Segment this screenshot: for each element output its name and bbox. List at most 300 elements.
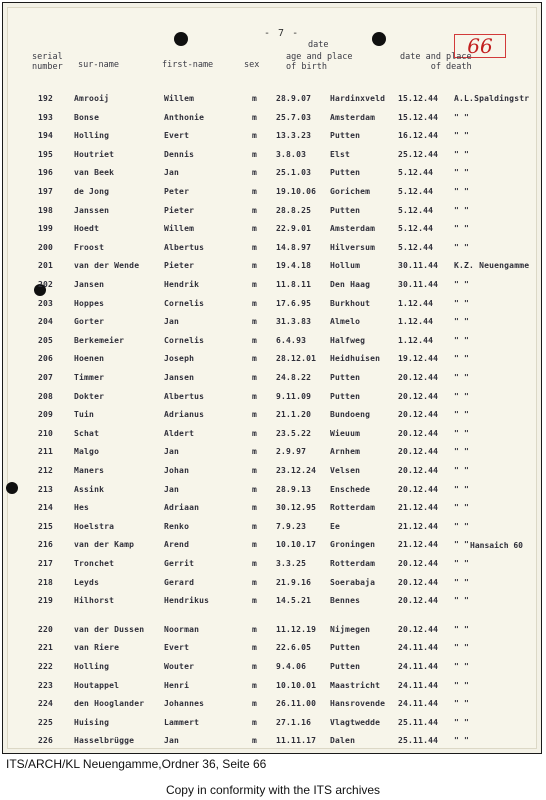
surname-cell: Hoenen bbox=[74, 354, 105, 364]
surname-cell: Froost bbox=[74, 242, 105, 252]
first-name-cell: Evert bbox=[164, 131, 190, 141]
death-date-cell: 15.12.44 bbox=[398, 112, 439, 122]
death-date-cell: 30.11.44 bbox=[398, 280, 439, 289]
birth-place-cell: Enschede bbox=[330, 484, 371, 494]
birth-date-cell: 28.9.13 bbox=[276, 484, 312, 494]
table-row bbox=[8, 679, 538, 693]
birth-date-cell: 10.10.17 bbox=[276, 540, 317, 550]
table-row bbox=[8, 753, 538, 754]
death-place-cell: " " bbox=[454, 503, 470, 513]
surname-cell: Holling bbox=[74, 662, 110, 671]
birth-date-cell: 9.11.09 bbox=[276, 391, 312, 401]
death-place-cell: " " bbox=[454, 354, 470, 364]
death-place-cell: " " bbox=[454, 373, 470, 382]
surname-cell: Leyds bbox=[74, 577, 100, 587]
sex-cell: m bbox=[252, 643, 258, 653]
table-row bbox=[8, 129, 538, 143]
serial-cell: 217 bbox=[38, 559, 54, 568]
table-row bbox=[8, 315, 538, 329]
table-row bbox=[8, 185, 538, 199]
birth-date-cell: 10.10.01 bbox=[276, 680, 317, 690]
table-row bbox=[8, 464, 538, 478]
first-name-cell: Jan bbox=[164, 317, 180, 327]
table-row bbox=[8, 371, 538, 385]
document-frame bbox=[2, 2, 542, 754]
birth-place-cell: Putten bbox=[330, 131, 361, 141]
death-place-cell: " " bbox=[454, 187, 470, 196]
sex-cell: m bbox=[252, 224, 258, 234]
birth-place-cell: Amsterdam bbox=[330, 224, 376, 234]
page-number: - 7 - bbox=[264, 28, 300, 39]
sex-cell: m bbox=[252, 280, 258, 289]
serial-cell: 192 bbox=[38, 94, 54, 103]
birth-place-cell: Burkhout bbox=[330, 298, 371, 308]
table-row bbox=[8, 734, 538, 748]
table-row bbox=[8, 334, 538, 348]
first-name-cell: Dennis bbox=[164, 149, 195, 159]
first-name-cell: Jan bbox=[164, 168, 180, 178]
source-caption: ITS/ARCH/KL Neuengamme,Ordner 36, Seite 66 bbox=[6, 757, 267, 771]
birth-place-cell: Arnhem bbox=[330, 447, 361, 457]
birth-place-cell: Wieuum bbox=[330, 428, 361, 438]
red-page-stamp: 66 bbox=[454, 34, 506, 58]
table-row bbox=[8, 576, 538, 590]
birth-date-cell: 21.9.16 bbox=[276, 577, 312, 587]
birth-date-cell: 2.9.97 bbox=[276, 447, 307, 457]
birth-date-cell: 14.5.21 bbox=[276, 596, 312, 606]
death-place-cell: " " bbox=[454, 428, 470, 438]
birth-date-cell: 27.1.16 bbox=[276, 717, 312, 727]
serial-cell: 193 bbox=[38, 112, 54, 122]
birth-date-cell: 19.4.18 bbox=[276, 261, 312, 271]
serial-cell: 196 bbox=[38, 168, 54, 178]
sex-cell: m bbox=[252, 112, 258, 122]
serial-cell: 201 bbox=[38, 261, 54, 271]
death-date-cell: 25.11.44 bbox=[398, 736, 439, 746]
serial-cell: 216 bbox=[38, 540, 54, 550]
sex-cell: m bbox=[252, 596, 258, 606]
surname-cell: Amrooij bbox=[74, 94, 110, 103]
first-name-cell: Wouter bbox=[164, 662, 195, 671]
birth-place-cell: Rotterdam bbox=[330, 559, 376, 568]
surname-cell: Janssen bbox=[74, 205, 110, 215]
table-row bbox=[8, 408, 538, 422]
sex-cell: m bbox=[252, 373, 258, 382]
side-note: Hansaich 60 bbox=[470, 541, 523, 550]
serial-cell: 197 bbox=[38, 187, 54, 196]
first-name-cell: Cornelis bbox=[164, 335, 205, 345]
header-surname: sur-name bbox=[78, 60, 119, 70]
serial-cell: 221 bbox=[38, 643, 54, 653]
conformity-caption: Copy in conformity with the ITS archives bbox=[165, 783, 381, 797]
death-place-cell: " " bbox=[454, 643, 470, 653]
birth-date-cell: 17.6.95 bbox=[276, 298, 312, 308]
birth-place-cell: Putten bbox=[330, 373, 361, 382]
table-row bbox=[8, 352, 538, 366]
sex-cell: m bbox=[252, 205, 258, 215]
birth-place-cell bbox=[330, 753, 365, 754]
birth-place-cell: Hansrovende bbox=[330, 699, 386, 709]
first-name-cell: Cornelis bbox=[164, 298, 205, 308]
birth-date-cell: 14.8.97 bbox=[276, 242, 312, 252]
death-place-cell: " " bbox=[454, 447, 470, 457]
death-date-cell: 15.12.44 bbox=[398, 94, 439, 103]
table-row bbox=[8, 538, 538, 552]
first-name-cell: Noorman bbox=[164, 624, 200, 634]
death-date-cell: 5.12.44 bbox=[398, 242, 434, 252]
death-place-cell: " " bbox=[454, 280, 470, 289]
serial-cell: 220 bbox=[38, 624, 54, 634]
birth-place-cell: Dalen bbox=[330, 736, 356, 746]
serial-cell: 222 bbox=[38, 662, 54, 671]
birth-date-cell: 7.9.23 bbox=[276, 521, 307, 531]
first-name-cell: Adrianus bbox=[164, 410, 205, 420]
surname-cell: Hoedt bbox=[74, 224, 100, 234]
table-row bbox=[8, 390, 538, 404]
first-name-cell: Jansen bbox=[164, 373, 195, 382]
punch-hole-left bbox=[174, 32, 188, 46]
table-row bbox=[8, 520, 538, 534]
table-row bbox=[8, 501, 538, 515]
table-row bbox=[8, 278, 538, 292]
serial-cell: 212 bbox=[38, 466, 54, 475]
birth-place-cell: Amsterdam bbox=[330, 112, 376, 122]
surname-cell: Holling bbox=[74, 131, 110, 141]
header-death: date and place of death bbox=[400, 52, 472, 72]
birth-date-cell: 31.3.83 bbox=[276, 317, 312, 327]
death-date-cell: 20.12.44 bbox=[398, 466, 439, 475]
birth-date-cell: 25.1.03 bbox=[276, 168, 312, 178]
sex-cell: m bbox=[252, 466, 258, 475]
birth-date-cell: 28.9.07 bbox=[276, 94, 312, 103]
sex-cell: m bbox=[252, 717, 258, 727]
sex-cell: m bbox=[252, 447, 258, 457]
first-name-cell: Albertus bbox=[164, 391, 205, 401]
serial-cell: 195 bbox=[38, 149, 54, 159]
sex-cell: m bbox=[252, 94, 258, 103]
death-date-cell: 20.12.44 bbox=[398, 410, 439, 420]
serial-cell: 208 bbox=[38, 391, 54, 401]
table-row bbox=[8, 445, 538, 459]
sex-cell: m bbox=[252, 261, 258, 271]
serial-cell: 210 bbox=[38, 428, 54, 438]
death-date-cell: 25.12.44 bbox=[398, 149, 439, 159]
surname-cell: Berkemeier bbox=[74, 335, 125, 345]
death-date-cell: 1.12.44 bbox=[398, 335, 434, 345]
first-name-cell: Renko bbox=[164, 521, 190, 531]
birth-place-cell: Velsen bbox=[330, 466, 361, 475]
death-place-cell: " " bbox=[454, 540, 470, 550]
serial-cell: 226 bbox=[38, 736, 54, 746]
birth-place-cell: Bundoeng bbox=[330, 410, 371, 420]
birth-place-cell: Putten bbox=[330, 205, 361, 215]
table-row bbox=[8, 641, 538, 655]
birth-place-cell: Almelo bbox=[330, 317, 361, 327]
death-date-cell: 20.12.44 bbox=[398, 447, 439, 457]
table-row bbox=[8, 92, 538, 106]
sex-cell: m bbox=[252, 428, 258, 438]
serial-cell: 202 bbox=[38, 280, 54, 289]
birth-date-cell: 22.9.01 bbox=[276, 224, 312, 234]
birth-place-cell: Hilversum bbox=[330, 242, 376, 252]
death-date-cell: 24.11.44 bbox=[398, 662, 439, 671]
birth-date-cell: 23.12.24 bbox=[276, 466, 317, 475]
table-row bbox=[8, 660, 538, 674]
birth-place-cell: Heidhuisen bbox=[330, 354, 381, 364]
first-name-cell: Albertus bbox=[164, 242, 205, 252]
header-sex: sex bbox=[244, 60, 260, 70]
birth-date-cell: 23.5.22 bbox=[276, 428, 312, 438]
death-date-cell: 19.12.44 bbox=[398, 354, 439, 364]
serial-cell: 214 bbox=[38, 503, 54, 513]
death-place-cell: " " bbox=[454, 521, 470, 531]
surname-cell: Hilhorst bbox=[74, 596, 115, 606]
first-name-cell: Evert bbox=[164, 643, 190, 653]
sex-cell: m bbox=[252, 298, 258, 308]
serial-cell: 199 bbox=[38, 224, 54, 234]
birth-date-cell: 6.4.93 bbox=[276, 335, 307, 345]
first-name-cell: Adriaan bbox=[164, 503, 200, 513]
serial-cell: 203 bbox=[38, 298, 54, 308]
death-place-cell: " " bbox=[454, 717, 470, 727]
death-place-cell: " " bbox=[454, 466, 470, 475]
death-place-cell: " " bbox=[454, 577, 470, 587]
death-place-cell: A.L.Spaldingstr bbox=[454, 94, 530, 103]
death-date-cell: 24.11.44 bbox=[398, 680, 439, 690]
birth-place-cell: Putten bbox=[330, 643, 361, 653]
surname-cell: Houtappel bbox=[74, 680, 120, 690]
surname-cell: Jansen bbox=[74, 280, 105, 289]
birth-date-cell: 25.7.03 bbox=[276, 112, 312, 122]
death-date-cell: 20.12.44 bbox=[398, 428, 439, 438]
death-place-cell: " " bbox=[454, 410, 470, 420]
surname-cell: Bonse bbox=[74, 112, 100, 122]
serial-cell: 215 bbox=[38, 521, 54, 531]
surname-cell: Gorter bbox=[74, 317, 105, 327]
table-row bbox=[8, 148, 538, 162]
header-date: date bbox=[308, 40, 329, 50]
sex-cell: m bbox=[252, 540, 258, 550]
birth-place-cell: Nijmegen bbox=[330, 624, 371, 634]
birth-place-cell: Putten bbox=[330, 662, 361, 671]
surname-cell: van Riere bbox=[74, 643, 120, 653]
surname-cell: Hoelstra bbox=[74, 521, 115, 531]
surname-cell: van der Kamp bbox=[74, 540, 135, 550]
death-place-cell: " " bbox=[454, 736, 470, 746]
death-place-cell: " " bbox=[454, 205, 470, 215]
table-row bbox=[8, 111, 538, 125]
birth-date-cell: 3.8.03 bbox=[276, 149, 307, 159]
death-date-cell: 20.12.44 bbox=[398, 559, 439, 568]
death-place-cell: " " bbox=[454, 680, 470, 690]
death-place-cell: " " bbox=[454, 224, 470, 234]
first-name-cell: Lammert bbox=[164, 717, 200, 727]
surname-cell: van der Dussen bbox=[74, 624, 145, 634]
death-date-cell: 20.12.44 bbox=[398, 577, 439, 587]
death-place-cell: " " bbox=[454, 596, 470, 606]
death-place-cell: " " bbox=[454, 699, 470, 709]
first-name-cell: Johannes bbox=[164, 699, 205, 709]
serial-cell: 218 bbox=[38, 577, 54, 587]
death-date-cell: 20.12.44 bbox=[398, 373, 439, 382]
birth-place-cell: Rotterdam bbox=[330, 503, 376, 513]
death-place-cell: " " bbox=[454, 298, 470, 308]
first-name-cell: Hendrikus bbox=[164, 596, 210, 606]
sex-cell: m bbox=[252, 559, 258, 568]
surname-cell: Tronchet bbox=[74, 559, 115, 568]
serial-cell: 207 bbox=[38, 373, 54, 382]
serial-cell: 223 bbox=[38, 680, 54, 690]
death-place-cell: " " bbox=[454, 149, 470, 159]
birth-date-cell: 9.4.06 bbox=[276, 662, 307, 671]
first-name-cell: Arend bbox=[164, 540, 190, 550]
death-date-cell: 1.12.44 bbox=[398, 317, 434, 327]
first-name-cell: Pieter bbox=[164, 261, 195, 271]
sex-cell: m bbox=[252, 521, 258, 531]
death-date-cell: 5.12.44 bbox=[398, 224, 434, 234]
birth-date-cell: 11.8.11 bbox=[276, 280, 312, 289]
death-date-cell: 1.12.44 bbox=[398, 298, 434, 308]
birth-place-cell: Putten bbox=[330, 168, 361, 178]
surname-cell: Huising bbox=[74, 717, 110, 727]
surname-cell: Hes bbox=[74, 503, 90, 513]
surname-cell: de Jong bbox=[74, 187, 110, 196]
first-name-cell: Henri bbox=[164, 680, 190, 690]
document-page bbox=[7, 7, 537, 749]
serial-cell: 206 bbox=[38, 354, 54, 364]
header-first-name: first-name bbox=[162, 60, 214, 70]
serial-cell: 194 bbox=[38, 131, 54, 141]
birth-date-cell bbox=[276, 753, 316, 754]
surname-cell: van Beek bbox=[74, 168, 115, 178]
table-row bbox=[8, 241, 538, 255]
sex-cell: m bbox=[252, 187, 258, 196]
death-place-cell: " " bbox=[454, 112, 470, 122]
death-place-cell: " " bbox=[454, 131, 470, 141]
surname-cell bbox=[74, 753, 139, 754]
punch-hole-right bbox=[372, 32, 386, 46]
sex-cell: m bbox=[252, 680, 258, 690]
surname-cell: Houtriet bbox=[74, 149, 115, 159]
serial-cell: 224 bbox=[38, 699, 54, 709]
first-name-cell: Hendrik bbox=[164, 280, 200, 289]
death-place-cell: " " bbox=[454, 242, 470, 252]
first-name-cell: Joseph bbox=[164, 354, 195, 364]
first-name-cell: Willem bbox=[164, 94, 195, 103]
table-row bbox=[8, 222, 538, 236]
serial-cell: 205 bbox=[38, 335, 54, 345]
table-row bbox=[8, 204, 538, 218]
first-name-cell: Peter bbox=[164, 187, 190, 196]
death-date-cell: 20.12.44 bbox=[398, 391, 439, 401]
birth-place-cell: Gorichem bbox=[330, 187, 371, 196]
sex-cell: m bbox=[252, 242, 258, 252]
sex-cell: m bbox=[252, 484, 258, 494]
sex-cell: m bbox=[252, 410, 258, 420]
death-date-cell: 30.11.44 bbox=[398, 261, 439, 271]
first-name-cell: Anthonie bbox=[164, 112, 205, 122]
table-row bbox=[8, 594, 538, 608]
death-place-cell: " " bbox=[454, 317, 470, 327]
first-name-cell bbox=[164, 753, 194, 754]
sex-cell: m bbox=[252, 736, 258, 746]
table-row bbox=[8, 623, 538, 637]
sex-cell: m bbox=[252, 577, 258, 587]
death-place-cell: " " bbox=[454, 484, 470, 494]
sex-cell: m bbox=[252, 149, 258, 159]
serial-cell: 209 bbox=[38, 410, 54, 420]
death-place-cell: K.Z. Neuengamme bbox=[454, 261, 530, 271]
birth-date-cell: 11.11.17 bbox=[276, 736, 317, 746]
surname-cell: van der Wende bbox=[74, 261, 140, 271]
header-serial-number: serial number bbox=[32, 52, 63, 72]
birth-date-cell: 24.8.22 bbox=[276, 373, 312, 382]
sex-cell: m bbox=[252, 335, 258, 345]
birth-date-cell: 26.11.00 bbox=[276, 699, 317, 709]
death-place-cell: " " bbox=[454, 662, 470, 671]
sex-cell: m bbox=[252, 503, 258, 513]
surname-cell: Hasselbrügge bbox=[74, 736, 135, 746]
first-name-cell: Gerard bbox=[164, 577, 195, 587]
death-date-cell: 24.11.44 bbox=[398, 643, 439, 653]
death-date-cell: 20.12.44 bbox=[398, 596, 439, 606]
death-place-cell bbox=[454, 753, 469, 754]
birth-place-cell: Vlagtwedde bbox=[330, 717, 381, 727]
death-date-cell: 21.12.44 bbox=[398, 503, 439, 513]
death-place-cell: " " bbox=[454, 559, 470, 568]
birth-date-cell: 30.12.95 bbox=[276, 503, 317, 513]
death-date-cell bbox=[398, 753, 438, 754]
header-birth: age and place of birth bbox=[286, 52, 353, 72]
death-date-cell: 24.11.44 bbox=[398, 699, 439, 709]
serial-cell: 219 bbox=[38, 596, 54, 606]
surname-cell: Dokter bbox=[74, 391, 105, 401]
death-date-cell: 16.12.44 bbox=[398, 131, 439, 141]
sex-cell: m bbox=[252, 699, 258, 709]
surname-cell: den Hooglander bbox=[74, 699, 145, 709]
birth-date-cell: 22.6.05 bbox=[276, 643, 312, 653]
birth-place-cell: Putten bbox=[330, 391, 361, 401]
death-date-cell: 21.12.44 bbox=[398, 540, 439, 550]
sex-cell: m bbox=[252, 624, 258, 634]
death-date-cell: 5.12.44 bbox=[398, 205, 434, 215]
serial-cell: 225 bbox=[38, 717, 54, 727]
serial-cell: 198 bbox=[38, 205, 54, 215]
sex-cell: m bbox=[252, 317, 258, 327]
death-date-cell: 5.12.44 bbox=[398, 187, 434, 196]
first-name-cell: Gerrit bbox=[164, 559, 195, 568]
first-name-cell: Jan bbox=[164, 736, 180, 746]
first-name-cell: Johan bbox=[164, 466, 190, 475]
death-place-cell: " " bbox=[454, 168, 470, 178]
death-date-cell: 25.11.44 bbox=[398, 717, 439, 727]
death-date-cell: 5.12.44 bbox=[398, 168, 434, 178]
sex-cell bbox=[252, 753, 257, 754]
serial-cell: 211 bbox=[38, 447, 54, 457]
surname-cell: Tuin bbox=[74, 410, 95, 420]
birth-place-cell: Hollum bbox=[330, 261, 361, 271]
death-date-cell: 20.12.44 bbox=[398, 624, 439, 634]
first-name-cell: Jan bbox=[164, 447, 180, 457]
table-row bbox=[8, 697, 538, 711]
birth-place-cell: Soerabaja bbox=[330, 577, 376, 587]
death-place-cell: " " bbox=[454, 335, 470, 345]
surname-cell: Maners bbox=[74, 466, 105, 475]
serial-cell: 204 bbox=[38, 317, 54, 327]
table-row bbox=[8, 716, 538, 730]
first-name-cell: Jan bbox=[164, 484, 180, 494]
birth-date-cell: 19.10.06 bbox=[276, 187, 317, 196]
